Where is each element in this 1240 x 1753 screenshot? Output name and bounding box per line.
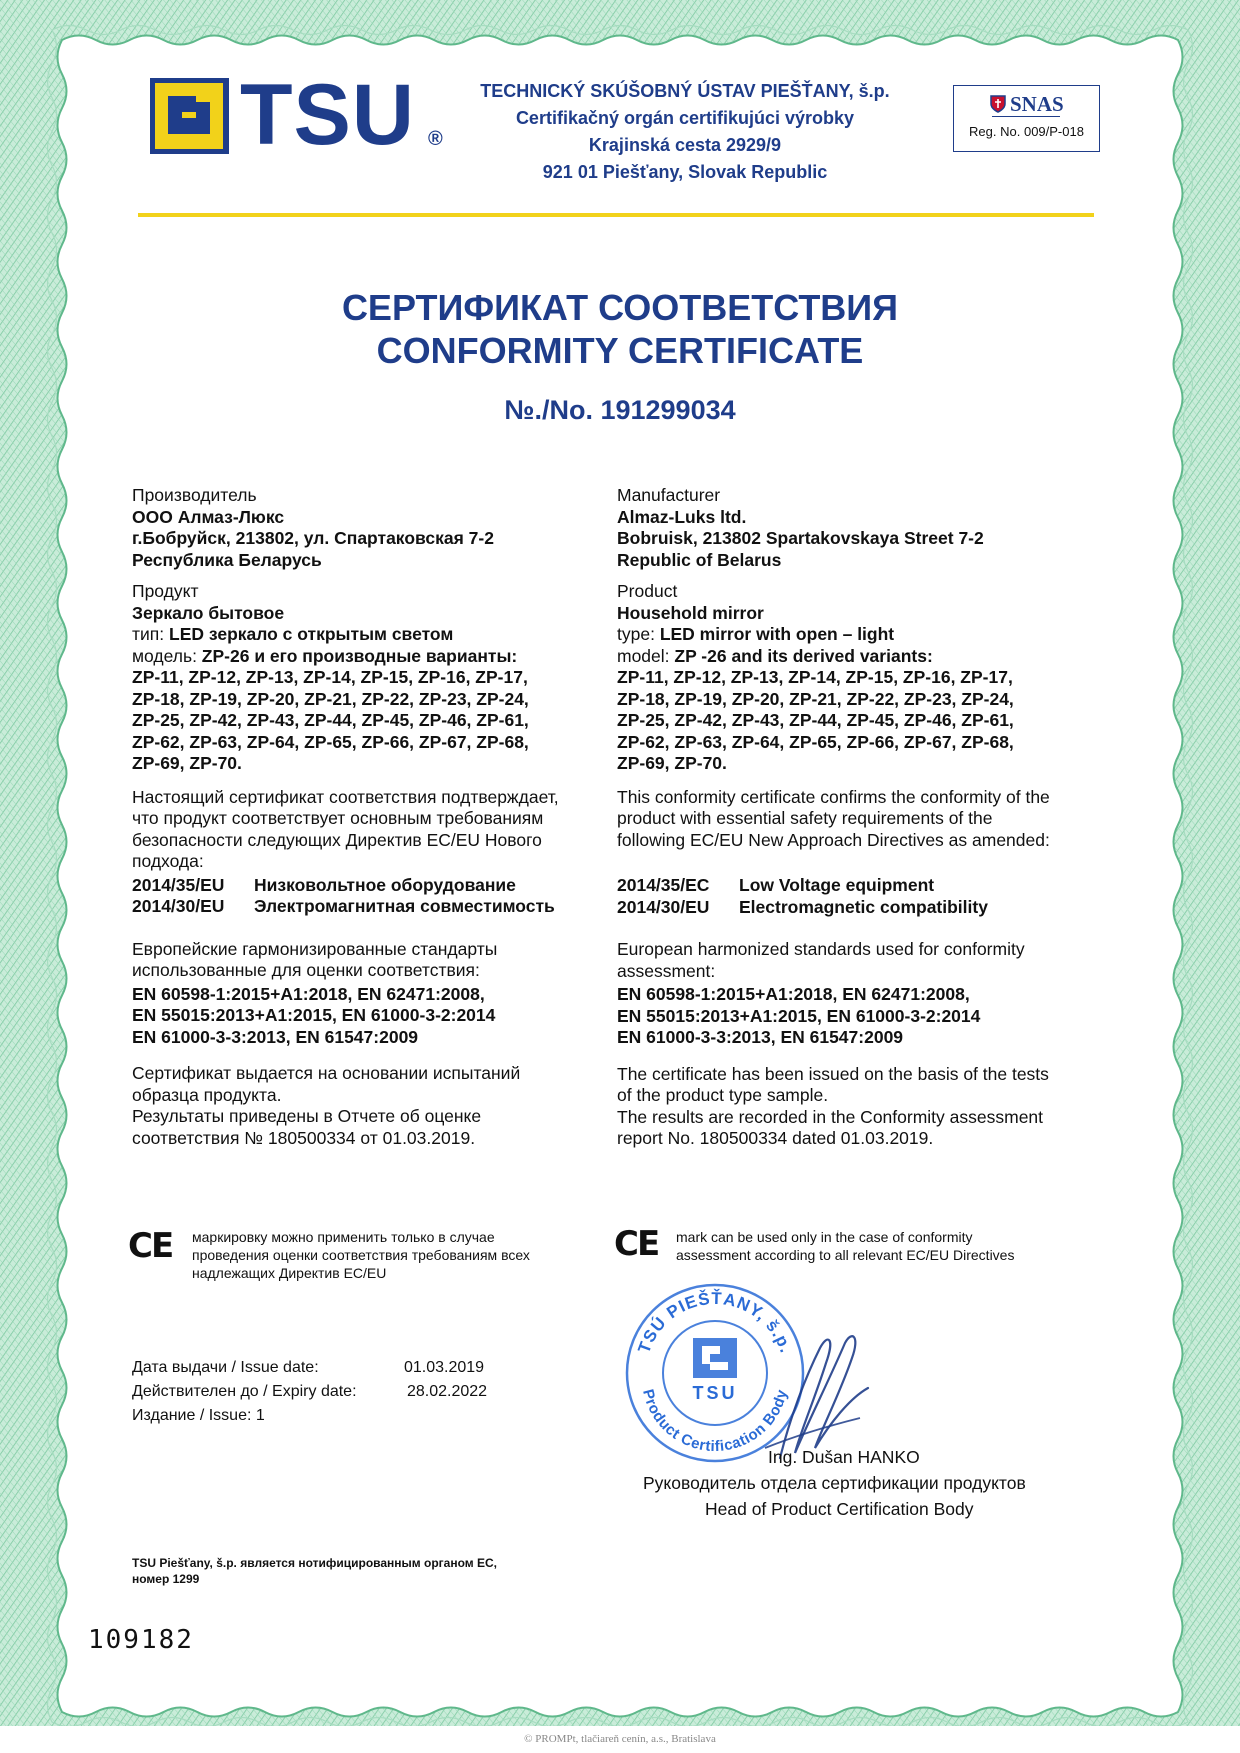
en-basis-line: The results are recorded in the Conformity assessment <box>617 1106 1044 1127</box>
ru-standard-line: EN 60598-1:2015+A1:2018, EN 62471:2008, <box>132 983 485 1004</box>
ru-directive-row <box>132 896 612 918</box>
expiry-date-value: 28.02.2022 <box>407 1383 488 1400</box>
ru-manufacturer-name: ООО Алмаз-Люкс <box>132 506 285 527</box>
issue-number-label: Издание / Issue: 1 <box>132 1407 265 1424</box>
en-model-value: ZP -26 and its derived variants: <box>674 645 933 666</box>
expiry-date-label: Действителен до / Expiry date: <box>132 1383 357 1400</box>
en-directive-row <box>617 875 1107 897</box>
ru-manufacturer-label: Производитель <box>132 485 257 505</box>
ru-basis-line: образца продукта. <box>132 1084 282 1105</box>
snas-label: SNAS <box>1010 92 1064 116</box>
stamp-bottom-text: Product Certification Body <box>639 1387 791 1456</box>
en-variant-line: ZP-25, ZP-42, ZP-43, ZP-44, ZP-45, ZP-46, ZP-61, <box>617 710 1014 730</box>
ru-variant-line: ZP-69, ZP-70. <box>132 753 242 773</box>
en-standards-intro: European harmonized standards used for conformity <box>617 939 1025 959</box>
en-directive-name: Electromagnetic compatibility <box>739 896 988 917</box>
en-directives <box>617 875 1107 918</box>
issue-date-value: 01.03.2019 <box>404 1359 485 1376</box>
shield-icon <box>990 95 1006 113</box>
ce-mark-icon: CE <box>128 1226 173 1266</box>
stamp-center-text: TSU <box>692 1383 738 1403</box>
ru-directives <box>132 875 612 918</box>
en-type-prefix: type: <box>617 624 660 644</box>
ru-directive-name: Низковольтное оборудование <box>254 874 516 895</box>
en-standard-line: EN 55015:2013+A1:2015, EN 61000-3-2:2014 <box>617 1005 981 1026</box>
en-basis-line: report No. 180500334 dated 01.03.2019. <box>617 1128 934 1148</box>
ru-standard-line: EN 55015:2013+A1:2015, EN 61000-3-2:2014 <box>132 1005 496 1025</box>
title-en: CONFORMITY CERTIFICATE <box>376 330 864 371</box>
en-ce-note-line: assessment according to all relevant EC/EU Directives <box>676 1247 1015 1263</box>
en-ce-note-line: mark can be used only in the case of conformity <box>676 1229 973 1245</box>
ru-ce-note <box>192 1228 612 1282</box>
ru-standards-intro: использованные для оценки соответствия: <box>132 960 480 980</box>
en-confirm-line: This conformity certificate confirms the conformity of the <box>617 786 1050 807</box>
notified-body-note <box>132 1555 497 1587</box>
title-ru: СЕРТИФИКАТ СООТВЕТСТВИЯ <box>341 287 899 328</box>
en-variant-line: ZP-18, ZP-19, ZP-20, ZP-21, ZP-22, ZP-23, ZP-24, <box>617 688 1014 709</box>
ru-type-value: LED зеркало с открытым светом <box>169 624 454 644</box>
en-confirm-line: following EC/EU New Approach Directives as amended: <box>617 829 1050 850</box>
en-standards <box>617 939 1107 1049</box>
en-directive-name: Low Voltage equipment <box>739 875 935 895</box>
signatory-title-en: Head of Product Certification Body <box>705 1499 974 1519</box>
ru-product-type <box>132 624 612 646</box>
en-product-name: Household mirror <box>617 602 764 623</box>
printer-imprint: © PROMPt, tlačiareň cenín, a.s., Bratislava <box>524 1733 716 1745</box>
en-directive-row <box>617 897 1107 919</box>
ce-mark-icon: CE <box>614 1224 659 1264</box>
signatory-title-ru: Руководитель отдела сертификации продуктов <box>643 1473 1026 1493</box>
registered-mark: ® <box>428 128 443 150</box>
ru-type-prefix: тип: <box>132 624 169 644</box>
ru-standards <box>132 939 612 1049</box>
issuer-address <box>445 78 925 186</box>
ru-product-model <box>132 646 612 668</box>
tsu-logo-mark <box>150 78 230 154</box>
notified-line: TSU Piešťany, š.p. является нотифицированным органом ЕС, <box>132 1556 497 1570</box>
issue-number-row <box>132 1404 532 1428</box>
ru-confirmation <box>132 787 612 873</box>
ru-confirm-line: Настоящий сертификат соответствия подтверждает, <box>132 786 559 807</box>
header-rule <box>138 213 1094 217</box>
ru-confirm-line: безопасности следующих Директив ЕС/EU Нового <box>132 829 542 850</box>
ru-directive-name: Электромагнитная совместимость <box>254 896 555 916</box>
ru-product-label: Продукт <box>132 581 199 601</box>
tsu-logo <box>150 67 450 163</box>
serial-number: 109182 <box>88 1625 194 1655</box>
ru-directive-code: 2014/35/EU <box>132 874 225 895</box>
ru-directive-row <box>132 875 612 897</box>
en-ce-note <box>676 1228 1096 1264</box>
issuer-street: Krajinská cesta 2929/9 <box>588 135 782 155</box>
en-manufacturer-country: Republic of Belarus <box>617 549 782 570</box>
ru-model-value: ZP-26 и его производные варианты: <box>201 645 518 666</box>
en-standard-line: EN 60598-1:2015+A1:2018, EN 62471:2008, <box>617 984 970 1004</box>
en-model-prefix: model: <box>617 645 675 666</box>
issue-date-label: Дата выдачи / Issue date: <box>132 1359 319 1376</box>
en-confirm-line: product with essential safety requirements of the <box>617 808 993 828</box>
issuer-body: Certifikačný orgán certifikujúci výrobky <box>515 108 855 128</box>
issue-date-row <box>132 1356 532 1380</box>
ru-directive-code: 2014/30/EU <box>132 896 225 916</box>
ru-ce-note-line: проведения оценки соответствия требованиям всех <box>192 1247 530 1263</box>
ru-standard-line: EN 61000-3-3:2013, EN 61547:2009 <box>132 1026 419 1047</box>
ru-variant-line: ZP-18, ZP-19, ZP-20, ZP-21, ZP-22, ZP-23, ZP-24, <box>132 688 529 709</box>
en-variant-line: ZP-11, ZP-12, ZP-13, ZP-14, ZP-15, ZP-16, ZP-17, <box>617 667 1013 687</box>
snas-accreditation <box>953 85 1100 152</box>
en-directive-code: 2014/30/EU <box>617 896 710 917</box>
en-manufacturer-label: Manufacturer <box>617 485 721 505</box>
english-column <box>617 485 1107 1150</box>
ru-variant-line: ZP-11, ZP-12, ZP-13, ZP-14, ZP-15, ZP-16, ZP-17, <box>132 667 528 687</box>
ru-product-name: Зеркало бытовое <box>132 602 285 623</box>
ru-ce-note-line: маркировку можно применить только в случае <box>192 1229 495 1245</box>
en-product-label: Product <box>617 581 678 601</box>
en-variant-line: ZP-69, ZP-70. <box>617 753 727 773</box>
tsu-logo-text: TSU <box>240 67 415 163</box>
signatory-name: Ing. Dušan HANKO <box>768 1447 920 1467</box>
ru-basis-line: Сертификат выдается на основании испытаний <box>132 1063 521 1083</box>
ru-basis <box>132 1063 612 1149</box>
ru-confirm-line: что продукт соответствует основным требованиям <box>132 808 544 828</box>
ru-confirm-line: подхода: <box>132 851 204 871</box>
issuer-city: 921 01 Piešťany, Slovak Republic <box>542 162 828 182</box>
en-variant-line: ZP-62, ZP-63, ZP-64, ZP-65, ZP-66, ZP-67, ZP-68, <box>617 731 1014 752</box>
russian-column <box>132 485 612 1149</box>
ru-manufacturer-country: Республика Беларусь <box>132 549 322 570</box>
en-standards-intro: assessment: <box>617 960 716 981</box>
en-product-type <box>617 624 1107 646</box>
en-basis-line: The certificate has been issued on the basis of the tests <box>617 1063 1049 1084</box>
issue-details <box>132 1356 532 1428</box>
en-standard-line: EN 61000-3-3:2013, EN 61547:2009 <box>617 1027 904 1047</box>
snas-reg-no: Reg. No. 009/P-018 <box>969 124 1084 139</box>
en-manufacturer-name: Almaz-Luks ltd. <box>617 506 747 527</box>
issuer-name: TECHNICKÝ SKÚŠOBNÝ ÚSTAV PIEŠŤANY, š.p. <box>480 81 890 101</box>
en-confirmation <box>617 787 1107 852</box>
expiry-date-row <box>132 1380 532 1404</box>
certificate-number: №./No. 191299034 <box>504 395 736 425</box>
en-basis-line: of the product type sample. <box>617 1085 829 1105</box>
en-basis <box>617 1064 1107 1150</box>
ru-variant-line: ZP-25, ZP-42, ZP-43, ZP-44, ZP-45, ZP-46, ZP-61, <box>132 710 529 730</box>
en-directive-code: 2014/35/EC <box>617 875 710 895</box>
en-product-model <box>617 646 1107 668</box>
en-type-value: LED mirror with open – light <box>659 624 895 644</box>
stamp-top-text: TSÚ PIEŠŤANY, š.p. <box>634 1288 796 1356</box>
ru-ce-note-line: надлежащих Директив ЕС/EU <box>192 1265 387 1281</box>
en-manufacturer-address: Bobruisk, 213802 Spartakovskaya Street 7-2 <box>617 528 984 548</box>
ru-model-prefix: модель: <box>132 645 202 666</box>
ru-basis-line: соответствия № 180500334 от 01.03.2019. <box>132 1127 476 1148</box>
ru-variant-line: ZP-62, ZP-63, ZP-64, ZP-65, ZP-66, ZP-67, ZP-68, <box>132 731 529 752</box>
ru-basis-line: Результаты приведены в Отчете об оценке <box>132 1106 482 1126</box>
notified-line: номер 1299 <box>132 1572 200 1586</box>
ru-manufacturer-address: г.Бобруйск, 213802, ул. Спартаковская 7-2 <box>132 528 494 548</box>
ru-standards-intro: Европейские гармонизированные стандарты <box>132 938 498 959</box>
